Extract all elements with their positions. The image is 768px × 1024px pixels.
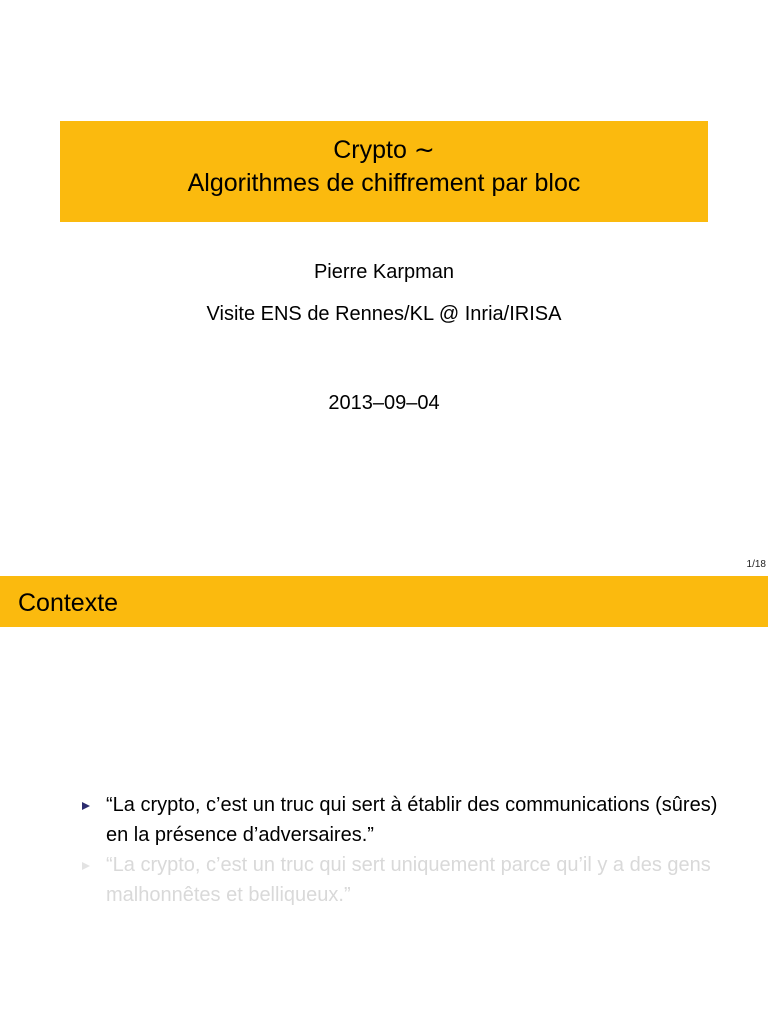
bullet-text-2: “La crypto, c’est un truc qui sert uniquement parce qu’il y a des gens malhonnêtes et belliqueux.” — [106, 854, 711, 906]
title-block — [60, 121, 708, 222]
contexte-slide — [0, 576, 768, 1024]
bullet-text-1: “La crypto, c’est un truc qui sert à établir des communications (sûres) en la présence d’adversaires.” — [106, 794, 718, 846]
frame-header — [0, 576, 768, 627]
bullet-list — [82, 790, 722, 910]
presentation-title-line2: Algorithmes de chiffrement par bloc — [187, 169, 581, 197]
frame-title: Contexte — [18, 589, 119, 617]
triangle-bullet-icon — [82, 862, 90, 870]
presentation-date: 2013–09–04 — [328, 392, 440, 414]
presentation-title-line1: Crypto ∼ — [333, 136, 435, 164]
institute: Visite ENS de Rennes/KL @ Inria/IRISA — [206, 303, 562, 325]
bullet-item-2 — [82, 850, 722, 910]
bullet-item-1 — [82, 790, 722, 850]
author-name: Pierre Karpman — [313, 261, 455, 283]
page-number: 1/18 — [746, 559, 766, 570]
triangle-bullet-icon — [82, 802, 90, 810]
